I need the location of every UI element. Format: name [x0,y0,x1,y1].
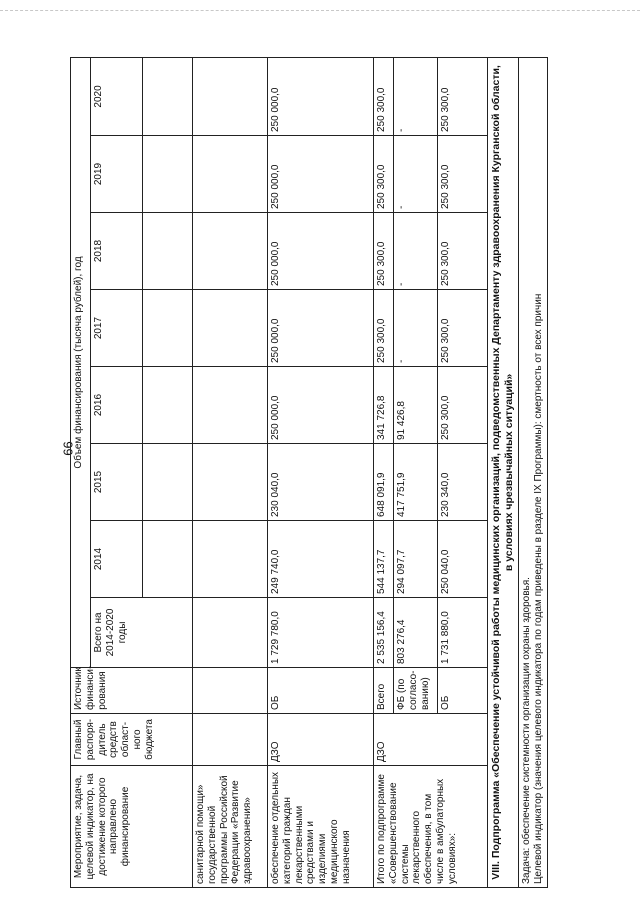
cell-source: Всего [374,668,394,714]
cell-manager: ДЗО [268,714,374,766]
task-text: Задача: обеспечение системности организации охраны здоровья. [521,577,533,884]
cell-value: 91 426,8 [394,367,438,444]
header-year: 2015 [91,444,143,521]
cell-value [193,367,268,444]
cell-value: 250 300,0 [438,367,488,444]
header-activity: Мероприятие, задача, целевой индикатор, на достижение которого направлено финансирование [71,766,193,888]
cell-value [193,213,268,290]
cell-total: 2 535 156,4 [374,598,394,668]
cell-value: 250 000,0 [268,136,374,213]
cell-source: ФБ (по согласо-ванию) [394,668,438,714]
header-year: 2018 [91,213,143,290]
cell-value: 544 137,7 [374,521,394,598]
cell-value: - [394,136,438,213]
cell-value: 341 726,8 [374,367,394,444]
cell-total: 1 731 880,0 [438,598,488,668]
cell-totals-activity: Итого по подпрограмме «Совершенствование системы лекарственного обеспечения, в том числе в амбулаторных условиях»: [374,766,488,888]
header-volume: Объем финансирования (тысяча рублей), год [71,57,91,667]
top-dashed-line [0,10,640,11]
header-year: 2016 [91,367,143,444]
cell-value: 417 751,9 [394,444,438,521]
cell-value [193,57,268,135]
cell-value: 250 300,0 [374,290,394,367]
cell-value: 250 300,0 [374,136,394,213]
cell-value [193,136,268,213]
totals-row [374,57,394,887]
cell-source [193,668,268,714]
cell-value: 648 091,9 [374,444,394,521]
cell-value: 230 340,0 [438,444,488,521]
cell-value [193,521,268,598]
cell-value: 250 000,0 [268,57,374,135]
cell-value: 250 300,0 [438,290,488,367]
cell-value: 250 300,0 [438,136,488,213]
header-year: 2014 [91,521,143,598]
financing-table [70,57,548,888]
cell-value: 250 000,0 [268,213,374,290]
cell-value: 250 040,0 [438,521,488,598]
cell-value: - [394,290,438,367]
header-row [71,57,91,887]
cell-value [193,444,268,521]
header-source: Источник финанси-рования [71,668,193,714]
cell-value: 250 300,0 [374,57,394,135]
cell-manager [193,714,268,766]
cell-totals-manager: ДЗО [374,714,488,766]
cell-value: 250 300,0 [438,57,488,135]
cell-source: ОБ [438,668,488,714]
cell-value: 230 040,0 [268,444,374,521]
cell-value: - [394,57,438,135]
cell-value: 250 000,0 [268,367,374,444]
cell-value: 250 300,0 [438,213,488,290]
rotated-page [70,38,630,888]
table-row [193,57,268,887]
header-total: Всего на 2014-2020 годы [91,598,193,668]
cell-total: 1 729 780,0 [268,598,374,668]
section-title: VIII. Подпрограмма «Обеспечение устойчивой работы медицинских организаций, подведомственных Департаменту здравоохранения Курганской области, в условиях чрезвычайных ситуаций» [488,57,519,887]
table-row [268,57,374,887]
header-manager: Главный распоря-дитель средств област-ного бюджета [71,714,193,766]
cell-value: - [394,213,438,290]
cell-activity: обеспечение отдельных категорий граждан лекарственными средствами и изделиями медицинского назначения [268,766,374,888]
task-row [519,57,548,887]
header-year: 2017 [91,290,143,367]
indicator-text: Целевой индикатор (значения целевого индикатора по годам приведены в разделе IX Программы): смертность от всех причин [533,293,545,884]
section-row [488,57,519,887]
cell-value: 294 097,7 [394,521,438,598]
cell-value: 249 740,0 [268,521,374,598]
cell-activity: санитарной помощи» государственной программы Российской Федерации «Развитие здравоохранения» [193,766,268,888]
cell-value: 250 300,0 [374,213,394,290]
page-number-text: 66 [60,441,76,456]
cell-source: ОБ [268,668,374,714]
cell-value: 250 000,0 [268,290,374,367]
header-year: 2019 [91,136,143,213]
cell-value [193,290,268,367]
cell-total [193,598,268,668]
header-year: 2020 [91,57,143,135]
cell-total: 803 276,4 [394,598,438,668]
